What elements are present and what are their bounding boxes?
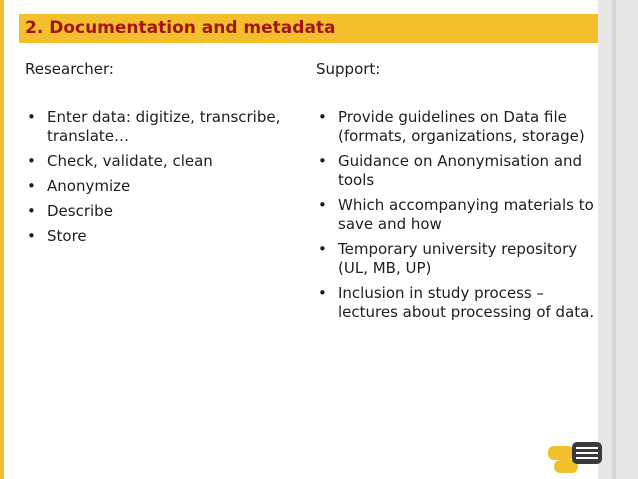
list-item bbox=[25, 108, 295, 146]
list-item bbox=[316, 108, 596, 146]
slide-title: 2. Documentation and metadata bbox=[25, 18, 336, 38]
list-item bbox=[25, 227, 295, 246]
right-side-band bbox=[598, 0, 638, 479]
left-accent-strip bbox=[0, 0, 4, 479]
bullet-icon: • bbox=[27, 108, 36, 126]
researcher-column bbox=[25, 60, 295, 252]
bullet-icon: • bbox=[318, 284, 327, 302]
bullet-icon: • bbox=[318, 240, 327, 258]
bullet-icon: • bbox=[27, 152, 36, 170]
list-item bbox=[316, 196, 596, 234]
support-list bbox=[316, 108, 596, 322]
support-heading: Support: bbox=[316, 60, 381, 78]
researcher-heading: Researcher: bbox=[25, 60, 114, 78]
support-column bbox=[316, 60, 596, 328]
list-item-text: Which accompanying materials to save and how bbox=[338, 196, 594, 233]
list-item bbox=[316, 284, 596, 322]
list-item-text: Anonymize bbox=[47, 177, 131, 195]
list-item-text: Enter data: digitize, transcribe, translate… bbox=[47, 108, 281, 145]
title-bar bbox=[19, 14, 598, 43]
list-item bbox=[25, 177, 295, 196]
list-item-text: Describe bbox=[47, 202, 113, 220]
bullet-icon: • bbox=[27, 202, 36, 220]
list-item-text: Provide guidelines on Data file (formats, organizations, storage) bbox=[338, 108, 585, 145]
list-item-text: Inclusion in study process – lectures about processing of data. bbox=[338, 284, 595, 321]
list-item bbox=[316, 240, 596, 278]
list-item bbox=[25, 202, 295, 221]
bullet-icon: • bbox=[318, 196, 327, 214]
list-item-text: Check, validate, clean bbox=[47, 152, 213, 170]
bullet-icon: • bbox=[318, 152, 327, 170]
list-item-text: Store bbox=[47, 227, 87, 245]
list-item-text: Temporary university repository (UL, MB, UP) bbox=[338, 240, 578, 277]
list-item bbox=[316, 152, 596, 190]
bullet-icon: • bbox=[27, 177, 36, 195]
list-item-text: Guidance on Anonymisation and tools bbox=[338, 152, 583, 189]
right-side-band-divider bbox=[612, 0, 616, 479]
bullet-icon: • bbox=[318, 108, 327, 126]
bullet-icon: • bbox=[27, 227, 36, 245]
cessda-logo-icon bbox=[548, 440, 604, 474]
researcher-list bbox=[25, 108, 295, 246]
list-item bbox=[25, 152, 295, 171]
